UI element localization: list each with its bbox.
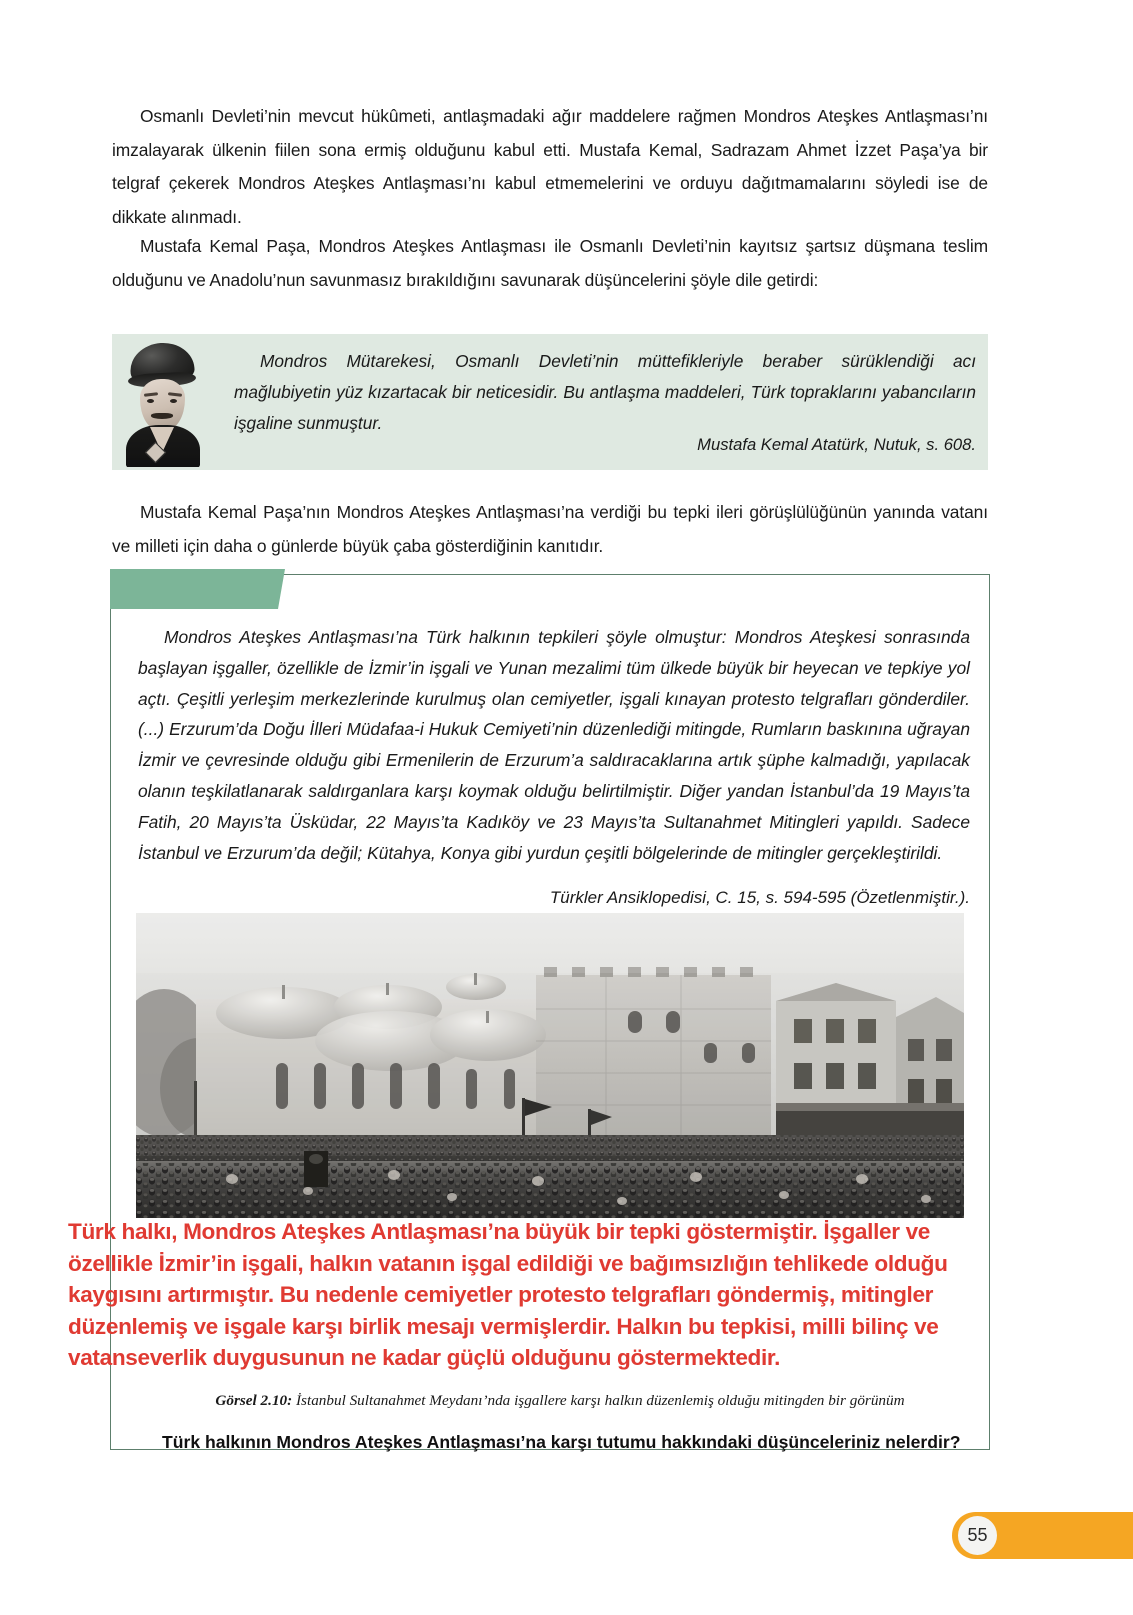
page-number-value: 55	[958, 1516, 997, 1555]
figure-caption	[150, 1392, 970, 1410]
ataturk-portrait-icon	[124, 339, 202, 467]
red-summary-text: Türk halkı, Mondros Ateşkes Antlaşması’na büyük bir tepki göstermiştir. İşgaller ve özellikle İzmir’in işgali, halkın vatanın işgal edildiği ve bağımsızlığın tehlikede olduğu kaygısını artırmıştır. Bu nedenle cemiyetler protesto telgrafları göndermiş, mitingler düzenlemiş ve işgale karşı birlik mesajı vermişlerdir. Halkın bu tepkisi, milli bilinç ve vatanseverlik duygusunun ne kadar güçlü olduğunu göstermektedir.	[68, 1219, 948, 1370]
interpret-section-title: Yorumlayalım	[18, 7, 149, 31]
discussion-question: Türk halkının Mondros Ateşkes Antlaşması’na karşı tutumu hakkındaki düşünceleriniz nelerdir?	[162, 1432, 961, 1452]
quote-source-citation: Mustafa Kemal Atatürk, Nutuk, s. 608.	[697, 435, 976, 454]
photo-graphic	[136, 913, 964, 1218]
figure-caption-text: İstanbul Sultanahmet Meydanı’nda işgallere karşı halkın düzenlemiş olduğu mitingden bir görünüm	[292, 1392, 905, 1409]
paragraph-intro-2: Mustafa Kemal Paşa, Mondros Ateşkes Antlaşması ile Osmanlı Devleti’nin kayıtsız şartsız düşmana teslim olduğunu ve Anadolu’nun savunmasız bırakıldığını savunarak düşüncelerini şöyle dile getirdi:	[112, 236, 988, 290]
ataturk-quote-box	[112, 334, 988, 470]
paragraph-intro-3: Mustafa Kemal Paşa’nın Mondros Ateşkes Antlaşması’na verdiği bu tepki ileri görüşlülüğünün yanında vatanı ve milleti için daha o günlerde büyük çaba gösterdiğinin kanıtıdır.	[112, 502, 988, 556]
paragraph-intro-1: Osmanlı Devleti’nin mevcut hükûmeti, antlaşmadaki ağır maddelere rağmen Mondros Ateşkes Antlaşması’nı imzalayarak ülkenin fiilen sona ermiş olduğunu kabul etti. Mustafa Kemal, Sadrazam Ahmet İzzet Paşa’ya bir telgraf çekerek Mondros Ateşkes Antlaşması’nı kabul etmemelerini ve orduyu dağıtmamalarını söyledi ise de dikkate alınmadı.	[112, 106, 988, 227]
interpret-body-text: Mondros Ateşkes Antlaşması’na Türk halkının tepkileri şöyle olmuştur: Mondros Ateşkesi sonrasında başlayan işgaller, özellikle de İzmir’in işgali ve Yunan mezalimi tüm ülkede büyük bir heyecan ve tepkiye yol açtı. Çeşitli yerleşim merkezlerinde kurulmuş olan cemiyetler, işgali kınayan protesto telgrafları gönderdiler. (...) Erzurum’da Doğu İlleri Müdafaa-i Hukuk Cemiyeti’nin düzenlediği mitingde, Rumların baskınına uğrayan İzmir ve çevresinde olduğu gibi Ermenilerin de Erzurum’a saldıracaklarına artık şüphe kalmadığı, yapılacak olanın teşkilatlanarak saldırganlara karşı koymak olduğu belirtilmiştir. Diğer yandan İstanbul’da 19 Mayıs’ta Fatih, 20 Mayıs’ta Üsküdar, 22 Mayıs’ta Kadıköy ve 23 Mayıs’ta Sultanahmet Mitingleri yapıldı. Sadece İstanbul ve Erzurum’da değil; Kütahya, Konya gibi yurdun çeşitli bölgelerinde de mitingler gerçekleştirildi.	[138, 627, 970, 863]
page-number-badge	[952, 1512, 1133, 1559]
figure-caption-label: Görsel 2.10:	[215, 1392, 293, 1409]
interpret-section-tab	[110, 569, 285, 609]
interpret-source-citation: Türkler Ansiklopedisi, C. 15, s. 594-595 (Özetlenmiştir.).	[549, 888, 970, 907]
sultanahmet-rally-photo	[136, 913, 964, 1218]
quote-text: Mondros Mütarekesi, Osmanlı Devleti’nin müttefikleriyle beraber sürüklendiği acı mağlubiyetin yüz kızartacak bir neticesidir. Bu antlaşma maddeleri, Türk topraklarını yabancıların işgaline sunmuştur.	[234, 351, 976, 433]
